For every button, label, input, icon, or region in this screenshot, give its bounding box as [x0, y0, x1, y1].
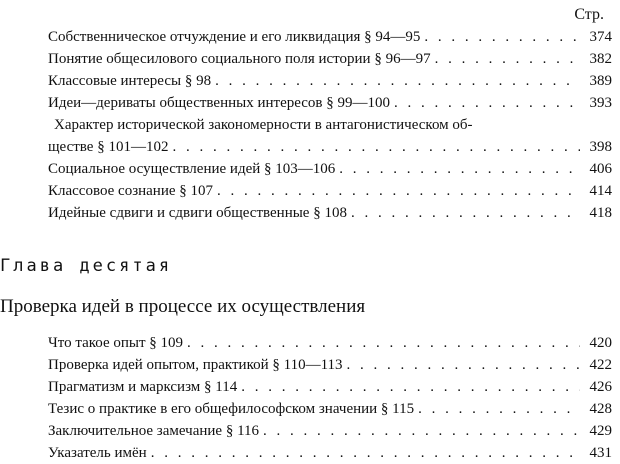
dot-leader [215, 70, 580, 92]
toc-entry-page: 431 [589, 445, 612, 461]
toc-entry-page: 382 [589, 51, 612, 67]
toc-entry-page: 426 [589, 379, 612, 395]
toc-entry-page: 429 [589, 423, 612, 439]
toc-entry-title: Социальное осуществление идей § 103—106 [48, 161, 336, 177]
toc-entry-page: 389 [589, 73, 612, 89]
chapter-number-heading: Глава десятая [0, 256, 173, 276]
dot-leader [424, 26, 580, 48]
toc-entry-page: 406 [589, 161, 612, 177]
toc-entry-title-line2-row [48, 136, 612, 158]
toc-entry-page: 393 [589, 95, 612, 111]
toc-entry-page: 414 [589, 183, 612, 199]
toc-entry [48, 442, 612, 464]
dot-leader [263, 420, 580, 442]
toc-entry-title: Прагматизм и марксизм § 114 [48, 379, 238, 395]
toc-entry-title: Проверка идей опытом, практикой § 110—113 [48, 357, 343, 373]
toc-entry [48, 48, 612, 70]
dot-leader [187, 332, 580, 354]
toc-entry-title: Понятие общесилового социального поля истории § 96—97 [48, 51, 431, 67]
toc-entry-title: Тезис о практике в его общефилософском значении § 115 [48, 401, 415, 417]
dot-leader [241, 376, 580, 398]
toc-entry-title: Идеи—дериваты общественных интересов § 99—100 [48, 95, 391, 111]
dot-leader [351, 202, 580, 224]
toc-entry [48, 70, 612, 92]
chapter-title: Проверка идей в процессе их осуществления [0, 296, 366, 317]
toc-entry [48, 420, 612, 442]
dot-leader [172, 136, 580, 158]
toc-entry [48, 158, 612, 180]
toc-entry-page: 420 [589, 335, 612, 351]
dot-leader [339, 158, 580, 180]
toc-entry-page: 398 [589, 139, 612, 155]
toc-entry [48, 354, 612, 376]
toc-entry-title: Собственническое отчуждение и его ликвидация § 94—95 [48, 29, 421, 45]
toc-entry-title: Что такое опыт § 109 [48, 335, 184, 351]
toc-entry [48, 202, 612, 224]
dot-leader [418, 398, 580, 420]
dot-leader [394, 92, 580, 114]
toc-entry-page: 428 [589, 401, 612, 417]
toc-section-2 [48, 332, 612, 464]
toc-entry-page: 374 [589, 29, 612, 45]
toc-entry [48, 398, 612, 420]
toc-entry-title: Классовые интересы § 98 [48, 73, 212, 89]
toc-entry-page: 418 [589, 205, 612, 221]
toc-section-1 [48, 26, 612, 224]
toc-entry [48, 376, 612, 398]
toc-entry [48, 92, 612, 114]
dot-leader [435, 48, 580, 70]
toc-entry-title: Заключительное замечание § 116 [48, 423, 260, 439]
toc-entry-title: Классовое сознание § 107 [48, 183, 214, 199]
page-column-label: Стр. [574, 6, 604, 23]
toc-entry-page: 422 [589, 357, 612, 373]
toc-entry-wrapped [48, 114, 612, 158]
toc-entry [48, 26, 612, 48]
toc-entry-title-line1: Характер исторической закономерности в антагонистическом об- [54, 117, 473, 133]
toc-entry [48, 180, 612, 202]
dot-leader [151, 442, 580, 464]
dot-leader [347, 354, 580, 376]
toc-entry-title: Указатель имён [48, 445, 147, 461]
dot-leader [217, 180, 580, 202]
toc-entry [48, 332, 612, 354]
toc-entry-title: Идейные сдвиги и сдвиги общественные § 108 [48, 205, 347, 221]
toc-entry-title-line2: ществе § 101—102 [48, 139, 169, 155]
